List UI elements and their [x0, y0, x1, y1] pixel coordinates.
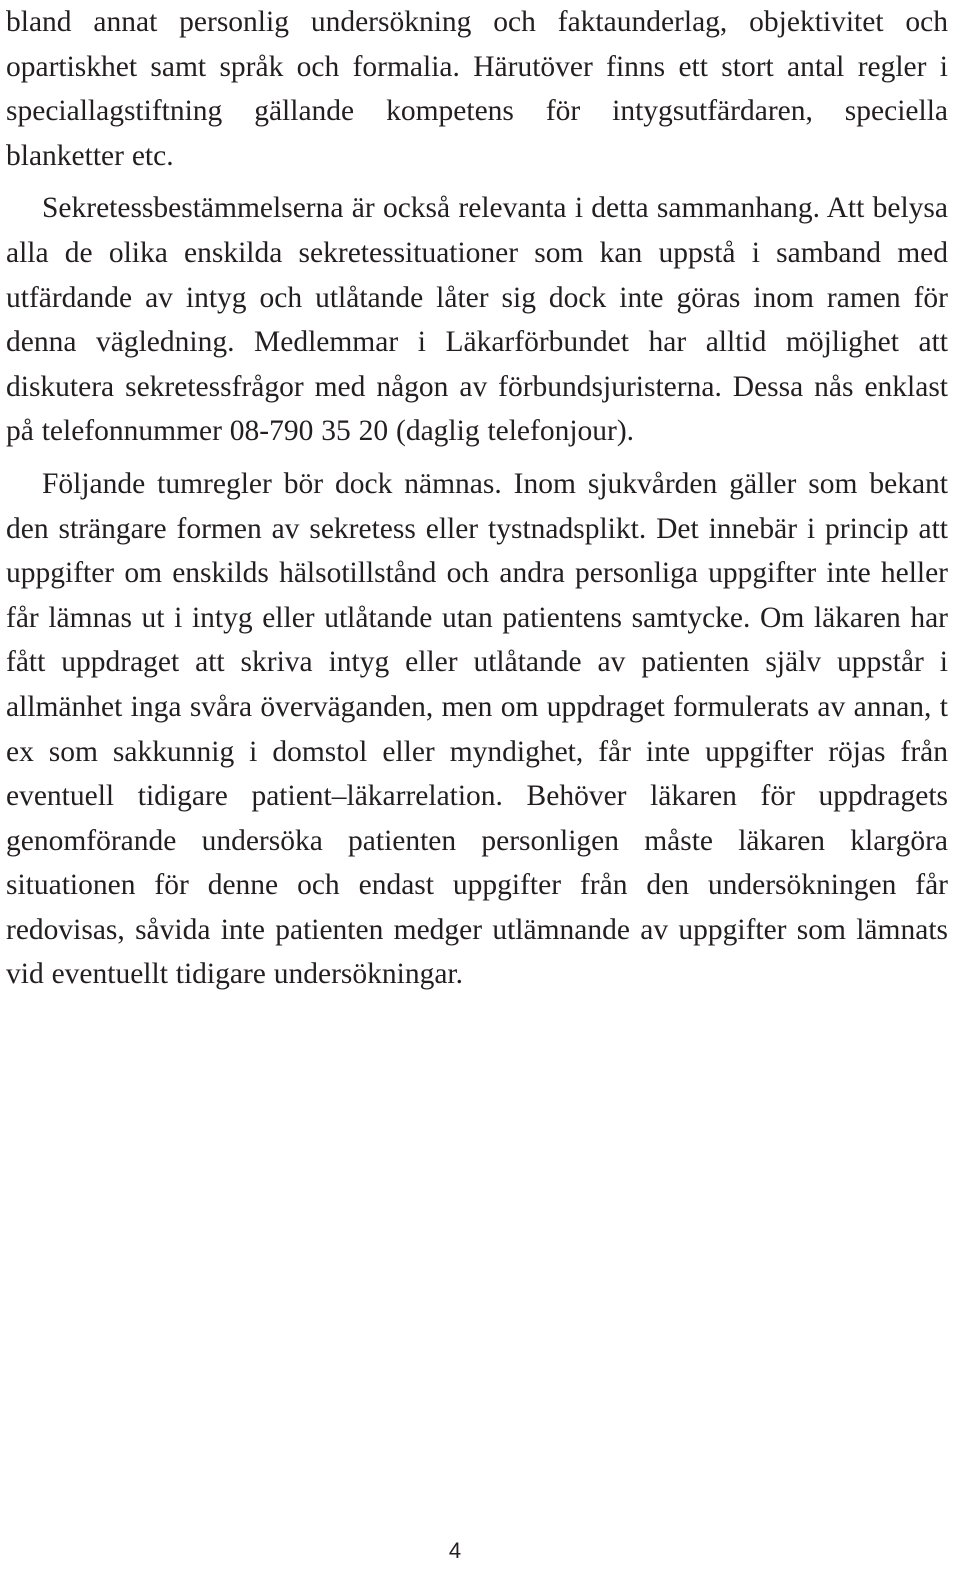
- paragraph-3: Följande tumregler bör dock nämnas. Inom sjukvården gäller som bekant den strängare formen av sekretess eller tystnadsplikt. Det innebär i princip att uppgifter om enskilds hälsotillstånd och andra personliga uppgifter inte heller får lämnas ut i intyg eller utlåtande utan patientens samtycke. Om läkaren har fått uppdraget att skriva intyg eller utlåtande av patienten själv uppstår i allmänhet inga svåra överväganden, men om uppdraget formulerats av annan, t ex som sakkunnig i domstol eller myndighet, får inte uppgifter röjas från eventuell tidigare patient–läkarrelation. Behöver läkaren för uppdragets genomförande undersöka patienten personligen måste läkaren klargöra situationen för denne och endast uppgifter från den undersökningen får redovisas, såvida inte patienten medger utlämnande av uppgifter som lämnats vid eventuellt tidigare undersökningar.: [6, 467, 948, 991]
- paragraph-2: Sekretessbestämmelserna är också relevanta i detta sammanhang. Att belysa alla de olika enskilda sekretessituationer som kan uppstå i samband med utfärdande av intyg och utlåtande låter sig dock inte göras inom ramen för denna vägledning. Medlemmar i Läkarförbundet har alltid möjlighet att diskutera sekretessfrågor med någon av förbundsjuristerna. Dessa nås enklast på telefonnummer 08-790 35 20 (daglig telefonjour).: [6, 192, 948, 448]
- text-column: [6, 0, 948, 997]
- paragraph-1: bland annat personlig undersökning och faktaunderlag, objektivitet och opartiskhet samt språk och formalia. Härutöver finns ett stort antal regler i speciallagstiftning gällande kompetens för intygsutfärdaren, speciella blanketter etc.: [6, 6, 948, 172]
- page-number: 4: [448, 1538, 462, 1563]
